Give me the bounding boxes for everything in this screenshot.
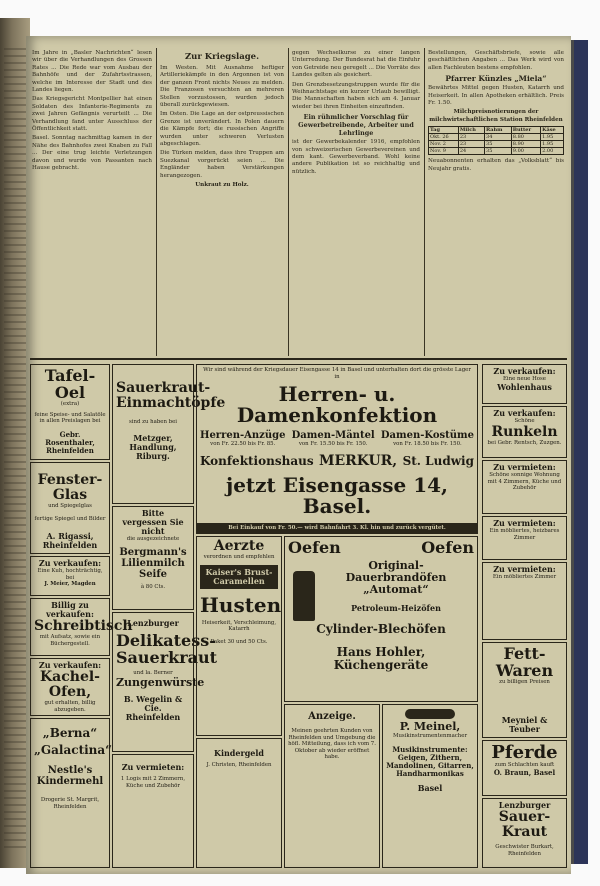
book-cover-edge — [574, 40, 588, 864]
col2-paragraph: Im Westen. Mit Ausnahme heftiger Artilleriekämpfe in den Argonnen ist von der ganzen Front nichts Neues zu melden. Die Franzosen versuchten an mehreren Stellen vorzustossen, wurden jedoch überall zurückgewiesen. — [160, 65, 284, 109]
col1-paragraph: Basel. Sonntag nachmittag kamen in der Nähe des Bahnhofes zwei Knaben zu Fall ... Der eine trug leichte Verletzungen davon und wurde von Passanten nach Hause gebracht. — [32, 135, 152, 172]
ad-title: Zu vermieten: — [121, 762, 185, 772]
col3-notice-title: Ein rühmlicher Vorschlag für Gewerbetreibende, Arbeiter und Lehrlinge — [298, 113, 414, 138]
table-cell: 24 — [458, 148, 484, 155]
ad-body: sind zu haben bei — [128, 419, 178, 425]
ad-brand: Bergmann's Lilienmilch Seife — [119, 546, 187, 580]
ad-body: 1 Logis mit 2 Zimmern, Küche und Zubehör — [120, 776, 186, 789]
ad-fett-waren — [482, 642, 567, 738]
ad-item-price: von Fr. 18.50 bis Fr. 150. — [393, 441, 462, 448]
ad-kindernahrung — [30, 718, 113, 868]
col4-note: Neuabonnenten erhalten das „Volksblatt“ bis Neujahr gratis. — [428, 158, 564, 172]
ad-title: Zu verkaufen: — [493, 408, 556, 418]
table-cell: 8.80 — [511, 134, 540, 141]
ad-musikinstrumente — [382, 704, 478, 868]
ad-schreibtisch — [30, 598, 133, 656]
ad-title: Oefen — [288, 538, 341, 557]
ad-shop: A. Rigassi, Rheinfelden — [42, 531, 98, 551]
col2-paragraph: Die Türken melden, dass ihre Truppen am Suezkanal vorgerückt seien ... Die Engländer haben Verstärkungen herangezogen. — [160, 150, 284, 179]
newspaper-page — [26, 36, 571, 874]
miela-ad-title: Pfarrer Künzles „Miela“ — [445, 74, 547, 84]
ad-merkur-konfektion — [196, 364, 478, 534]
ad-oefen — [284, 536, 478, 702]
ad-big: Zungenwürste — [116, 675, 205, 689]
table-header-row — [429, 127, 564, 134]
ad-title: Zu verkaufen: — [38, 660, 102, 670]
ad-body: J. Christen, Rheinfelden — [206, 762, 272, 768]
table-cell: 35 — [485, 141, 512, 148]
ad-title: Zu vermieten: — [493, 462, 556, 472]
ad-lenzburger-2 — [196, 738, 282, 868]
ad-kachel-ofen — [30, 658, 110, 716]
ad-title: Zu verkaufen: — [493, 366, 556, 376]
ad-body: zu billigen Preisen — [499, 679, 550, 685]
merkur-row — [200, 454, 474, 469]
ad-big: Pferde — [491, 742, 558, 763]
ad-lilienmilch-seife — [112, 506, 194, 610]
ad-kaiser-husten — [196, 536, 282, 736]
ad-body: Ein möbliertes Zimmer — [492, 574, 557, 580]
ad-big: „Berna“ — [42, 726, 98, 740]
ad-body: Eine Kuh, hochträchtig, bei — [37, 568, 103, 581]
ad-ort: St. Ludwig — [402, 453, 474, 468]
ad-big: Nestle's Kindermehl — [36, 765, 104, 787]
ad-item-title: Herren-Anzüge — [200, 430, 286, 442]
table-cell: 1.95 — [541, 141, 564, 148]
ad-shop: Hans Hohler, Küchengeräte — [333, 645, 429, 672]
ad-body: zum Schlachten kauft — [494, 762, 555, 768]
ad-subtitle: (extra) — [60, 401, 80, 407]
ad-body: verordnen und empfehlen — [203, 554, 275, 560]
ad-big: Fett-Waren — [495, 644, 554, 680]
ad-right-1 — [482, 364, 567, 404]
table-row — [429, 134, 564, 141]
ad-body: feine Speise- und Salatöle in allen Preislagen bei — [34, 411, 106, 425]
ad-tafel-oel — [30, 364, 110, 460]
ad-big: Kachel-Ofen, — [40, 669, 100, 700]
ad-small: und la. Berner — [133, 670, 173, 676]
table-header: Milch — [458, 127, 484, 134]
ad-title: Kindergeld — [213, 748, 265, 758]
price-row — [200, 430, 474, 448]
ad-big: „Galactina“ — [34, 743, 113, 757]
ad-big: Schreibtisch — [34, 618, 133, 634]
table-header: Tag — [429, 127, 459, 134]
ad-small: Heiserkeit, Verschleimung, Katarrh — [201, 619, 277, 633]
ad-big: Herren- u. Damenkonfektion — [236, 382, 438, 428]
column-4 — [428, 50, 564, 350]
table-cell: Okt. 26 — [429, 134, 459, 141]
ad-zimmer-2 — [482, 562, 567, 640]
ad-sauer-kraut — [482, 798, 567, 868]
ad-runkeln — [482, 406, 567, 458]
ad-body: Schöne sonnige Wohnung mit 4 Zimmern, Küche und Zubehör — [487, 472, 562, 492]
table-cell: 9.00 — [511, 148, 540, 155]
table-cell: 2.00 — [541, 148, 564, 155]
col4-paragraph: Bestellungen, Geschäftsbriefe, sowie alle geschäftlichen Angaben ... Das Werk wird von allen Fachleuten bestens empfohlen. — [428, 50, 564, 71]
table-cell: 8.90 — [511, 141, 540, 148]
ad-shop: B. Wegelin & Cie. Rheinfelden — [123, 693, 183, 722]
ad-big: Runkeln — [491, 423, 558, 440]
ad-body: Petroleum-Heizöfen — [351, 603, 441, 613]
ad-body: fertige Spiegel und Bilder — [34, 515, 106, 522]
table-row — [429, 141, 564, 148]
column-2 — [160, 50, 284, 350]
ad-price: à 80 Cts. — [140, 583, 166, 590]
ad-shop: Meyniel & Teuber — [501, 714, 548, 734]
ad-title: Bitte — [141, 508, 165, 518]
col3-paragraph: Den Grenzbesetzungstruppen wurde für die Weihnachtstage ein kurzer Urlaub bewilligt. Die Mannschaften haben sich am 4. Januar wieder bei ihren Einheiten einzufinden. — [292, 81, 420, 110]
table-cell: Nov. 9 — [429, 148, 459, 155]
col2-footer: Unkraut zu Holz. — [195, 182, 249, 189]
ad-big: Husten — [200, 592, 282, 617]
col3-paragraph: gegen Wechselkurse zu einer langen Unterredung. Der Bundesrat hat die Einfuhr von Getreide neu geregelt ... Die Vorräte des Landes gelten als gesichert. — [292, 50, 420, 79]
ad-zimmer — [482, 516, 567, 560]
miela-ad-body: Bewährtes Mittel gegen Husten, Katarrh und Heiserkeit. In allen Apotheken erhältlich. Preis Fr. 1.50. — [428, 85, 564, 107]
ad-big: Cylinder-Blechöfen — [316, 622, 446, 636]
ad-title: Zu vermieten: — [493, 564, 556, 574]
ad-item-title: Damen-Kostüme — [380, 430, 474, 442]
ad-body: die ausgezeichnete — [126, 536, 180, 542]
ad-wohnung-vermieten — [112, 754, 194, 868]
table-cell: 35 — [485, 148, 512, 155]
ad-lenzburger-delikatess — [112, 612, 218, 752]
ad-footer: Bei Einkauf von Fr. 50.— wird Bahnfahrt 3. Kl. hin und zurück vergütet. — [197, 523, 477, 534]
ad-title: Zu verkaufen: — [38, 558, 102, 568]
ad-big: Delikatess-Sauerkraut — [116, 631, 218, 667]
kostuem-block — [381, 430, 474, 448]
ad-title: Tafel-Oel — [44, 366, 96, 402]
ad-title: Lenzburger — [127, 618, 179, 628]
ad-pferde — [482, 740, 567, 796]
ad-shop: Basel — [417, 782, 443, 793]
ad-title: Oefen — [421, 538, 474, 557]
ad-big: Sauerkraut-Einmachtöpfe — [116, 380, 226, 411]
ad-title: Aerzte — [213, 538, 265, 554]
ad-sauerkraut-topfe — [112, 364, 226, 504]
col2-paragraph: Im Osten. Die Lage an der ostpreussischen Grenze ist unverändert. In Polen dauern die Kämpfe fort; die russischen Angriffe wurden unter schweren Verlusten abgeschlagen. — [160, 111, 284, 148]
herren-block — [200, 430, 285, 448]
ad-title: Lenzburger — [498, 800, 551, 810]
spine-texture — [4, 48, 26, 848]
ad-body: Meinen geehrten Kunden von Rheinfelden und Umgebung die höfl. Mitteilung, dass ich vom 7. Oktober ab wieder eröffnet habe. — [288, 728, 376, 761]
ad-big: vergessen Sie nicht — [122, 517, 184, 536]
war-situation-headline: Zur Kriegslage. — [184, 52, 260, 62]
ad-body: Ein möbliertes, heizbares Zimmer — [489, 528, 560, 541]
ad-title: P. Meinel, — [399, 720, 461, 733]
damen-block — [292, 430, 375, 448]
ad-haus: Konfektionshaus — [200, 453, 314, 468]
ad-big: Original-Dauerbrandöfen „Automat“ — [345, 559, 447, 596]
milk-price-table — [428, 126, 564, 155]
ad-header: Wir sind während der Kriegsdauer Eisengasse 14 in Basel und unterhalten dort die grösste Lager in — [203, 367, 471, 380]
oefen-header — [288, 539, 474, 556]
ad-shop: Metzger, Handlung, Riburg. — [129, 432, 177, 461]
column-rule — [424, 48, 425, 356]
ad-big: Wohlenhaus — [497, 381, 552, 392]
ad-shop: O. Braun, Basel — [493, 767, 556, 777]
violin-icon — [405, 709, 455, 719]
ad-body: Musikinstrumente: Geigen, Zithern, Mandolinen, Gitarren, Handharmonikas — [386, 744, 474, 778]
ad-shop: bei Gebr. Rentsch, Zuzgen. — [487, 439, 562, 446]
section-divider — [30, 358, 567, 360]
ad-body: mit Aufsatz, sowie ein Büchergestell. — [39, 634, 101, 647]
ad-shop: J. Meier, Magden — [44, 581, 96, 588]
ad-merkur: MERKUR, — [318, 452, 398, 469]
column-3 — [292, 50, 420, 350]
ad-price: Paket 30 und 50 Cts. — [210, 638, 268, 645]
ad-kuh — [30, 556, 110, 596]
ad-fenster-glas — [30, 462, 110, 554]
col3-notice-body: ist der Gewerbekalender 1916, empfohlen von schweizerischen Gewerbevereinen und dem kant. Gewerbeverband. Wohl keine andere Publikation ist so reichhaltig und nützlich. — [292, 139, 420, 175]
ad-brand: Kaiser's Brust-Caramellen — [200, 565, 278, 589]
column-rule — [288, 48, 289, 356]
table-header: Butter — [511, 127, 540, 134]
ad-item-price: von Fr. 15.50 bis Fr. 150. — [298, 441, 368, 448]
ad-shop: Gebr. Rosenthaler, Rheinfelden — [45, 429, 95, 455]
ad-anzeige — [284, 704, 380, 868]
ad-body: Eine neue Hose — [503, 376, 546, 382]
ad-big: Sauer-Kraut — [498, 809, 551, 840]
stove-icon — [293, 571, 315, 621]
table-cell: 34 — [485, 134, 512, 141]
column-rule — [156, 48, 157, 356]
ad-shop: Drogerie St. Margrit, Rheinfelden — [40, 797, 100, 810]
col1-paragraph: Im Jahre in „Basler Nachrichten“ lesen wir über die Verhandlungen des Grossen Rates ... Die Rede war vom Ausbau der Bahnhöfe und der Zufahrtsstrassen, welche im Interesse der Stadt und des Landes liegen. — [32, 50, 152, 94]
ad-subtitle: und Spiegelglas — [48, 503, 92, 509]
ad-title: Fenster-Glas — [37, 472, 103, 503]
table-row — [429, 148, 564, 155]
ad-item-title: Damen-Mäntel — [291, 430, 375, 442]
milk-table-title: Milchpreisnotierungen der milchwirtschaftlichen Station Rheinfelden — [429, 109, 563, 123]
ad-shop: Geschwister Burkart, Rheinfelden — [495, 844, 554, 857]
table-header: Käse — [541, 127, 564, 134]
table-cell: 1.95 — [541, 134, 564, 141]
ad-item-price: von Fr. 22.50 bis Fr. 85. — [210, 441, 276, 448]
ad-title: Anzeige. — [308, 711, 356, 722]
ad-subtitle: Musikinstrumentenmacher — [392, 733, 468, 739]
ad-wohnung — [482, 460, 567, 514]
ad-title: Billig zu verkaufen: — [46, 600, 94, 619]
table-cell: 23 — [458, 141, 484, 148]
table-cell: 23 — [458, 134, 484, 141]
ad-title: Zu vermieten: — [493, 518, 556, 528]
table-header: Rahm — [485, 127, 512, 134]
table-cell: Nov. 2 — [429, 141, 459, 148]
ad-body: gut erhalten, billig abzugeben. — [44, 700, 96, 713]
ad-body: Schöne — [514, 418, 535, 424]
column-1 — [32, 50, 152, 350]
col1-paragraph: Das Kriegsgericht Montpellier hat einen Soldaten des Infanterie-Regiments zu zwei Jahren Gefängnis verurteilt ... Die Verhandlung fand unter Ausschluss der Öffentlichkeit statt. — [32, 96, 152, 133]
ad-jetzt: jetzt Eisengasse 14, Basel. — [225, 472, 449, 518]
